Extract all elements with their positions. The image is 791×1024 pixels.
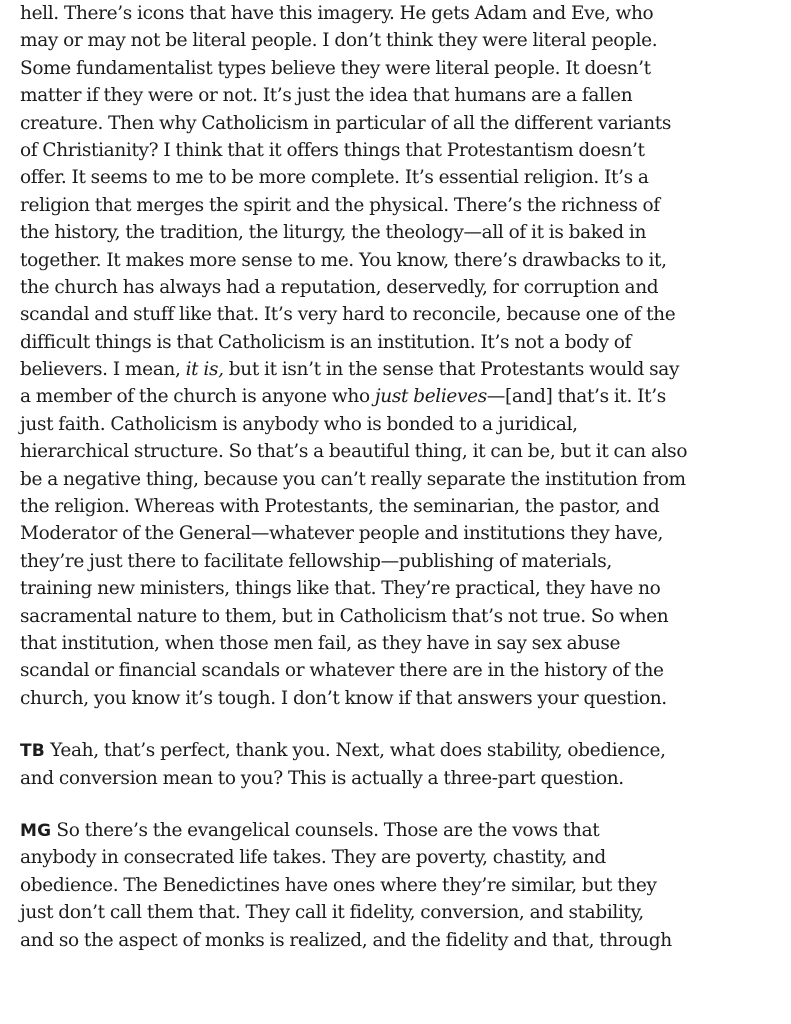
text-line: and so the aspect of monks is realized, and the fidelity and that, through: [20, 929, 672, 951]
text-span: a member of the church is anyone who: [20, 386, 375, 408]
text-line: the history, the tradition, the liturgy, the theology—all of it is baked in: [20, 222, 647, 244]
text-line: [20, 817, 782, 844]
text-span: believers. I mean,: [20, 359, 186, 381]
text-line: creature. Then why Catholicism in particular of all the different variants: [20, 112, 672, 134]
text-span: —[and] that’s it. It’s: [486, 386, 666, 408]
paragraph-gap: [20, 712, 782, 737]
text-line: the religion. Whereas with Protestants, the seminarian, the pastor, and: [20, 496, 660, 518]
text-line: just don’t call them that. They call it fidelity, conversion, and stability,: [20, 902, 644, 924]
text-line: be a negative thing, because you can’t really separate the institution from: [20, 468, 686, 490]
speaker-label: TB: [20, 741, 45, 762]
text-line: may or may not be literal people. I don’t think they were literal people.: [20, 30, 658, 52]
text-line: religion that merges the spirit and the physical. There’s the richness of: [20, 194, 660, 216]
text-line: anybody in consecrated life takes. They are poverty, chastity, and: [20, 847, 606, 869]
text-span: So there’s the evangelical counsels. Those are the vows that: [51, 819, 600, 841]
emphasis-text: just believes: [374, 386, 487, 408]
paragraph-gap: [20, 792, 782, 817]
text-span: but it isn’t in the sense that Protestants would say: [223, 359, 680, 381]
text-line: they’re just there to facilitate fellowship—publishing of materials,: [20, 550, 612, 572]
paragraph-mg-continued: [20, 0, 782, 712]
text-line: difficult things is that Catholicism is an institution. It’s not a body of: [20, 331, 631, 353]
text-line: together. It makes more sense to me. You know, there’s drawbacks to it,: [20, 249, 667, 271]
text-line: of Christianity? I think that it offers things that Protestantism doesn’t: [20, 139, 645, 161]
text-line: Moderator of the General—whatever people and institutions they have,: [20, 523, 664, 545]
text-line: scandal or financial scandals or whatever there are in the history of the: [20, 660, 664, 682]
text-line: [20, 356, 782, 383]
text-line: Some fundamentalist types believe they were literal people. It doesn’t: [20, 57, 651, 79]
text-line: just faith. Catholicism is anybody who is bonded to a juridical,: [20, 413, 578, 435]
text-line: offer. It seems to me to be more complete. It’s essential religion. It’s a: [20, 167, 649, 189]
text-line: that institution, when those men fail, as they have in say sex abuse: [20, 632, 621, 654]
text-line: [20, 383, 782, 410]
paragraph-tb-question: [20, 737, 782, 792]
text-line: training new ministers, things like that. They’re practical, they have no: [20, 578, 661, 600]
text-line: matter if they were or not. It’s just the idea that humans are a fallen: [20, 85, 633, 107]
document-page: [20, 0, 782, 1024]
text-span: Yeah, that’s perfect, thank you. Next, what does stability, obedience,: [44, 740, 666, 762]
emphasis-text: it is,: [185, 359, 224, 381]
text-line: hell. There’s icons that have this imagery. He gets Adam and Eve, who: [20, 3, 654, 24]
speaker-label: MG: [20, 820, 52, 841]
text-line: scandal and stuff like that. It’s very hard to reconcile, because one of the: [20, 304, 676, 326]
text-line: and conversion mean to you? This is actually a three-part question.: [20, 767, 624, 789]
paragraph-mg-answer: [20, 817, 782, 954]
text-line: church, you know it’s tough. I don’t know if that answers your question.: [20, 687, 667, 709]
text-line: hierarchical structure. So that’s a beautiful thing, it can be, but it can also: [20, 441, 688, 463]
text-line: sacramental nature to them, but in Catholicism that’s not true. So when: [20, 605, 669, 627]
text-line: the church has always had a reputation, deservedly, for corruption and: [20, 276, 659, 298]
text-line: [20, 737, 782, 764]
text-line: obedience. The Benedictines have ones where they’re similar, but they: [20, 874, 657, 896]
